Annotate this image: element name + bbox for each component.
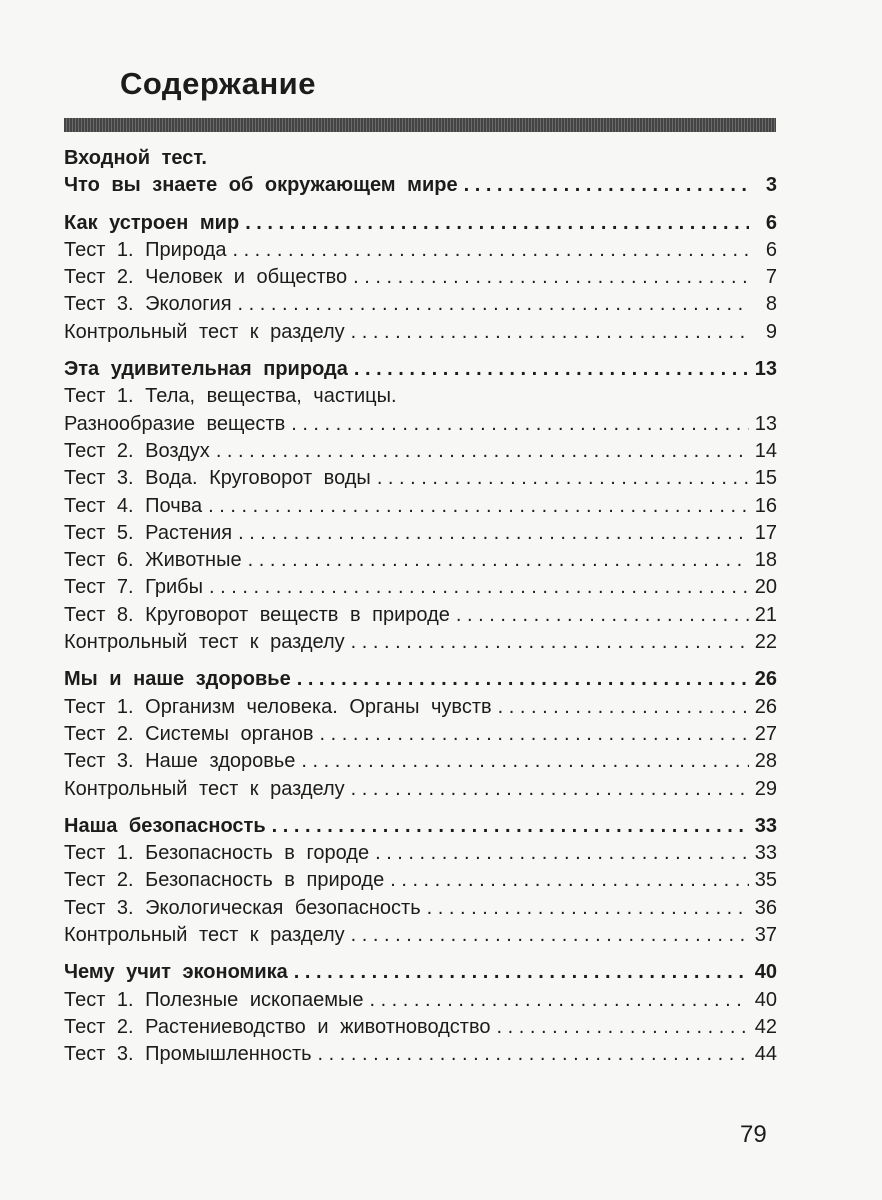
toc-entry-label: Тест 6. Животные: [64, 549, 242, 572]
toc-entry-page: 33: [754, 842, 777, 865]
dot-leader: [318, 1043, 749, 1066]
dot-leader: [238, 522, 749, 545]
dot-leader: [248, 549, 749, 572]
dot-leader: [294, 961, 749, 984]
dot-leader: [351, 924, 749, 947]
toc-entry-label: Контрольный тест к разделу: [64, 320, 345, 343]
toc-section-heading: [64, 961, 777, 988]
toc-entry-label: Наша безопасность: [64, 814, 266, 837]
toc-entry-page: 7: [765, 266, 777, 289]
page-number: 79: [740, 1121, 767, 1148]
toc-entry-label: Входной тест.: [64, 147, 207, 169]
toc-entry-label: Тест 2. Человек и общество: [64, 266, 348, 289]
toc-section: [64, 815, 777, 951]
toc-section-heading: [64, 358, 777, 385]
toc-entry-label: Контрольный тест к разделу: [64, 777, 345, 800]
toc-entry-page: 26: [754, 668, 777, 691]
toc-entry-label: Тест 3. Промышленность: [64, 1043, 312, 1066]
toc-entry: [64, 842, 777, 869]
toc-entry: [64, 576, 777, 603]
toc-entry: [64, 549, 777, 576]
toc-entry-page: 13: [754, 358, 777, 381]
toc-entry-page: 40: [754, 961, 777, 984]
toc-section: [64, 212, 777, 348]
dot-leader: [377, 467, 749, 490]
toc-entry-label: Тест 3. Вода. Круговорот воды: [64, 467, 371, 490]
toc-entry-page: 42: [754, 1015, 777, 1038]
toc-entry: [64, 778, 777, 805]
toc-entry-page: 13: [754, 412, 777, 435]
toc-entry-page: 33: [754, 814, 777, 837]
dot-leader: [456, 604, 749, 627]
toc-section: [64, 668, 777, 804]
dot-leader: [498, 696, 749, 719]
dot-leader: [301, 750, 748, 773]
dot-leader: [238, 293, 749, 316]
dot-leader: [272, 815, 749, 838]
toc-entry: [64, 1016, 777, 1043]
toc-entry: [64, 869, 777, 896]
toc-section-heading: [64, 174, 777, 201]
toc-section-heading: [64, 147, 777, 174]
toc-entry: [64, 897, 777, 924]
toc-entry-label: Тест 2. Безопасность в природе: [64, 869, 385, 892]
dot-leader: [354, 358, 749, 381]
toc-entry-label: Тест 1. Тела, вещества, частицы.: [64, 385, 397, 408]
dot-leader: [464, 174, 749, 197]
toc-entry-page: 9: [765, 320, 777, 343]
toc-entry-label: Контрольный тест к разделу: [64, 631, 345, 654]
toc-entry-page: 44: [754, 1043, 777, 1066]
toc-entry-label: Мы и наше здоровье: [64, 668, 291, 691]
toc-section-heading: [64, 668, 777, 695]
toc-entry: [64, 440, 777, 467]
toc-entry-page: 17: [754, 521, 777, 544]
toc-entry-page: 28: [754, 750, 777, 773]
dot-leader: [297, 668, 749, 691]
toc-entry: [64, 321, 777, 348]
dot-leader: [232, 239, 749, 262]
toc-entry-label: Тест 1. Организм человека. Органы чувств: [64, 695, 492, 718]
toc-section: [64, 358, 777, 658]
dot-leader: [216, 440, 749, 463]
toc-entry: [64, 239, 777, 266]
toc-entry-page: 36: [754, 896, 777, 919]
toc-entry: [64, 413, 777, 440]
toc-entry-page: 26: [754, 695, 777, 718]
toc-entry: [64, 723, 777, 750]
toc-section: [64, 147, 777, 202]
toc-entry-label: Тест 1. Полезные ископаемые: [64, 988, 364, 1011]
toc-entry-page: 14: [754, 439, 777, 462]
toc-entry-label: Тест 1. Безопасность в городе: [64, 842, 370, 865]
dot-leader: [320, 723, 749, 746]
toc-section-heading: [64, 212, 777, 239]
dot-leader: [369, 989, 748, 1012]
dot-leader: [497, 1016, 749, 1039]
toc-entry-page: 3: [765, 174, 777, 197]
toc-entry-page: 16: [754, 494, 777, 517]
dot-leader: [390, 869, 749, 892]
toc-entry-label: Как устроен мир: [64, 211, 240, 234]
toc-entry-label: Тест 3. Наше здоровье: [64, 750, 296, 773]
toc-entry-label: Тест 2. Воздух: [64, 439, 210, 462]
toc-entry-page: 18: [754, 549, 777, 572]
toc-entry-label: Тест 2. Системы органов: [64, 722, 314, 745]
toc-entry: [64, 495, 777, 522]
dot-leader: [375, 842, 749, 865]
toc-entry-page: 8: [765, 293, 777, 316]
toc-entry-label: Эта удивительная природа: [64, 358, 348, 381]
toc-entry-page: 22: [754, 631, 777, 654]
toc-entry-page: 29: [754, 777, 777, 800]
toc-entry: [64, 631, 777, 658]
toc-entry-label: Тест 1. Природа: [64, 238, 227, 261]
toc-entry-page: 6: [765, 238, 777, 261]
toc-entry: [64, 604, 777, 631]
toc-entry-label: Контрольный тест к разделу: [64, 924, 345, 947]
dot-leader: [208, 495, 749, 518]
toc-entry-label: Тест 3. Экологическая безопасность: [64, 896, 421, 919]
dot-leader: [353, 266, 749, 289]
dot-leader: [291, 413, 749, 436]
table-of-contents: [64, 147, 777, 1081]
dot-leader: [245, 212, 749, 235]
toc-section-heading: [64, 815, 777, 842]
toc-entry-page: 20: [754, 576, 777, 599]
dot-leader: [351, 778, 749, 801]
toc-entry-label: Тест 2. Растениеводство и животноводство: [64, 1015, 491, 1038]
toc-entry-label: Тест 5. Растения: [64, 521, 233, 544]
toc-entry: [64, 522, 777, 549]
toc-entry-page: 15: [754, 467, 777, 490]
toc-entry: [64, 467, 777, 494]
toc-entry-page: 21: [754, 603, 777, 626]
dot-leader: [351, 631, 749, 654]
toc-entry: [64, 1043, 777, 1070]
toc-entry-label: Тест 7. Грибы: [64, 576, 204, 599]
toc-entry: [64, 293, 777, 320]
toc-entry-label: Тест 8. Круговорот веществ в природе: [64, 603, 450, 626]
toc-entry-page: 40: [754, 988, 777, 1011]
toc-entry-page: 35: [754, 869, 777, 892]
dot-leader: [427, 897, 749, 920]
toc-entry-label: Чему учит экономика: [64, 961, 288, 984]
toc-entry: [64, 750, 777, 777]
toc-section: [64, 961, 777, 1070]
toc-entry-label: Что вы знаете об окружающем мире: [64, 174, 458, 197]
page-title: Содержание: [120, 66, 316, 101]
toc-entry: [64, 385, 777, 412]
toc-entry: [64, 924, 777, 951]
title-rule: [64, 118, 776, 132]
toc-entry-label: Разнообразие веществ: [64, 412, 286, 435]
toc-entry-label: Тест 4. Почва: [64, 494, 203, 517]
toc-entry-page: 37: [754, 924, 777, 947]
toc-entry-page: 27: [754, 722, 777, 745]
toc-entry: [64, 266, 777, 293]
toc-entry: [64, 989, 777, 1016]
toc-entry-page: 6: [765, 211, 777, 234]
dot-leader: [351, 321, 749, 344]
dot-leader: [209, 576, 749, 599]
toc-entry: [64, 696, 777, 723]
toc-entry-label: Тест 3. Экология: [64, 293, 232, 316]
